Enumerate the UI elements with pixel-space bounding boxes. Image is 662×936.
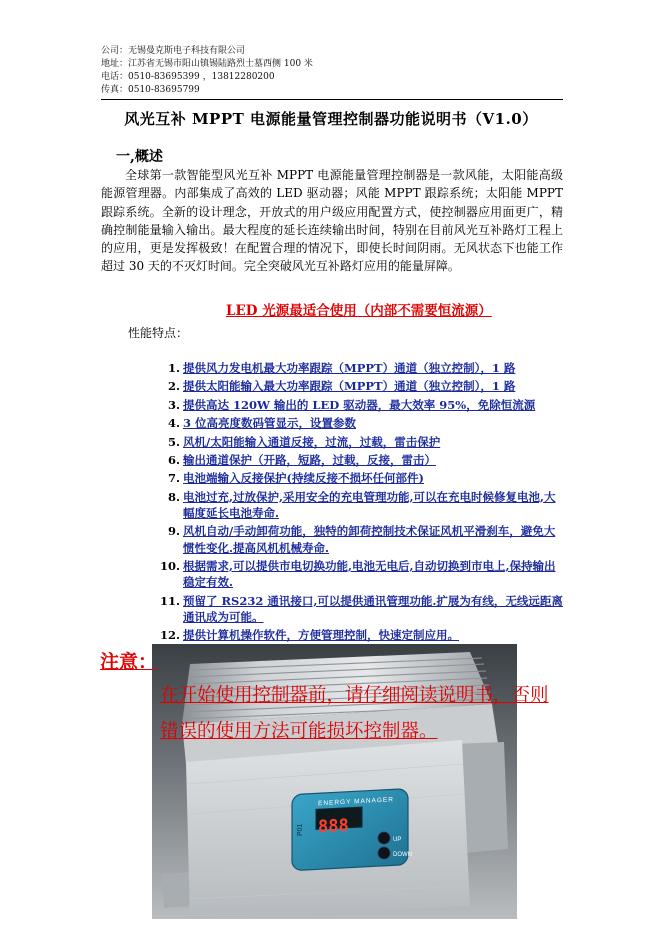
overview-paragraph: 全球第一款智能型风光互补 MPPT 电源能量管理控制器是一款风能，太阳能高级能源管理器。内部集成了高效的 LED 驱动器；风能 MPPT 跟踪系统；太阳能 MPPT 跟踪系统。全新的设计理念，开放式的用户级应用配置方式，使控制器应用面更广，精确控制能量输入输出。最大程度的延长连续输出时间，特别在目前风光互补路灯工程上的应用，更是发挥极致！在配置合理的情况下，即使长时间阴雨。无风状态下也能工作超过 30 天的不灭灯时间。完全突破风光互补路灯应用的能量屏障。	[101, 168, 563, 274]
list-item	[154, 452, 564, 468]
list-item-number: 4.	[167, 416, 180, 431]
list-item	[154, 523, 564, 556]
features-label: 性能特点：	[128, 326, 189, 340]
up-label: UP	[393, 837, 402, 843]
led-note: LED 光源最适合使用（内部不需要恒流源）	[226, 303, 492, 319]
list-item-number: 8.	[167, 489, 180, 504]
list-item-number: 2.	[167, 379, 180, 394]
list-item-number: 11.	[159, 593, 180, 608]
list-item-text: 提供计算机操作软件，方便管理控制，快速定制应用。	[183, 628, 459, 643]
list-item-text: 提供风力发电机最大功率跟踪（MPPT）通道（独立控制），1 路	[183, 361, 516, 375]
list-item-number: 10.	[159, 559, 180, 574]
panel-title: ENERGY MANAGER	[318, 796, 394, 808]
list-item-number: 6.	[167, 452, 180, 467]
list-item-text: 风机/太阳能输入通道反接，过流，过载，雷击保护	[183, 434, 441, 449]
down-label: DOWN	[393, 852, 412, 858]
panel-side-label: P01	[297, 823, 304, 836]
list-item-number: 7.	[167, 471, 180, 486]
list-item	[154, 558, 564, 591]
list-item-text: 电池过充,过放保护,采用安全的充电管理功能,可以在充电时候修复电池,大幅度延长电池寿命.	[183, 489, 556, 521]
list-item-text: 3 位高亮度数码管显示，设置参数	[183, 416, 357, 431]
list-item-text: 预留了 RS232 通讯接口,可以提供通讯管理功能.扩展为有线，无线远距离通讯成为可能。	[183, 593, 563, 625]
list-item-number: 1.	[167, 361, 180, 375]
list-item-number: 3.	[167, 397, 180, 412]
warning-text: 在开始使用控制器前，请仔细阅读说明书，否则错误的使用方法可能损坏控制器。	[160, 685, 549, 742]
led-digits: 888	[318, 815, 349, 838]
list-item	[154, 593, 564, 626]
list-item-number: 5.	[167, 434, 180, 449]
company-header	[101, 45, 313, 97]
list-item	[154, 415, 564, 431]
list-item-text: 提供太阳能输入最大功率跟踪（MPPT）通道（独立控制），1 路	[183, 379, 516, 394]
list-item	[154, 470, 564, 486]
energy-manager-panel	[292, 789, 412, 871]
header-divider	[101, 99, 563, 100]
list-item-text: 风机自动/手动卸荷功能，独特的卸荷控制技术保证风机平滑刹车，避免大惯性变化.提高风机机械寿命.	[183, 524, 556, 555]
down-button[interactable]	[378, 847, 390, 859]
list-item	[154, 489, 564, 522]
list-item	[154, 378, 564, 394]
list-item	[154, 397, 564, 413]
company-phone: 电话：0510-83695399 ，13812280200	[101, 72, 275, 82]
up-button[interactable]	[378, 832, 390, 844]
list-item-text: 根据需求,可以提供市电切换功能,电池无电后,自动切换到市电上,保持输出稳定有效.	[183, 559, 556, 590]
list-item-text: 电池端输入反接保护(持续反接不损坏任何部件)	[183, 471, 424, 486]
list-item	[154, 360, 564, 376]
list-item-text: 提供高达 120W 输出的 LED 驱动器，最大效率 95%，免除恒流源	[183, 397, 536, 412]
feature-list	[154, 360, 564, 646]
warning-label: 注意：	[100, 651, 158, 673]
list-item-text: 输出通道保护（开路，短路，过载，反接，雷击）	[183, 452, 436, 467]
list-item-number: 12.	[159, 628, 180, 643]
company-address: 地址：江苏省无锡市阳山镇锡陆路烈士墓西侧 100 米	[101, 59, 313, 69]
document-title: 风光互补 MPPT 电源能量管理控制器功能说明书（V1.0）	[124, 110, 538, 128]
list-item-number: 9.	[167, 524, 180, 539]
company-fax: 传真：0510-83695799	[101, 85, 200, 95]
list-item	[154, 627, 564, 643]
list-item	[154, 434, 564, 450]
section-heading: 一,概述	[116, 149, 163, 165]
company-name: 公司：无锡曼克斯电子科技有限公司	[101, 46, 246, 56]
